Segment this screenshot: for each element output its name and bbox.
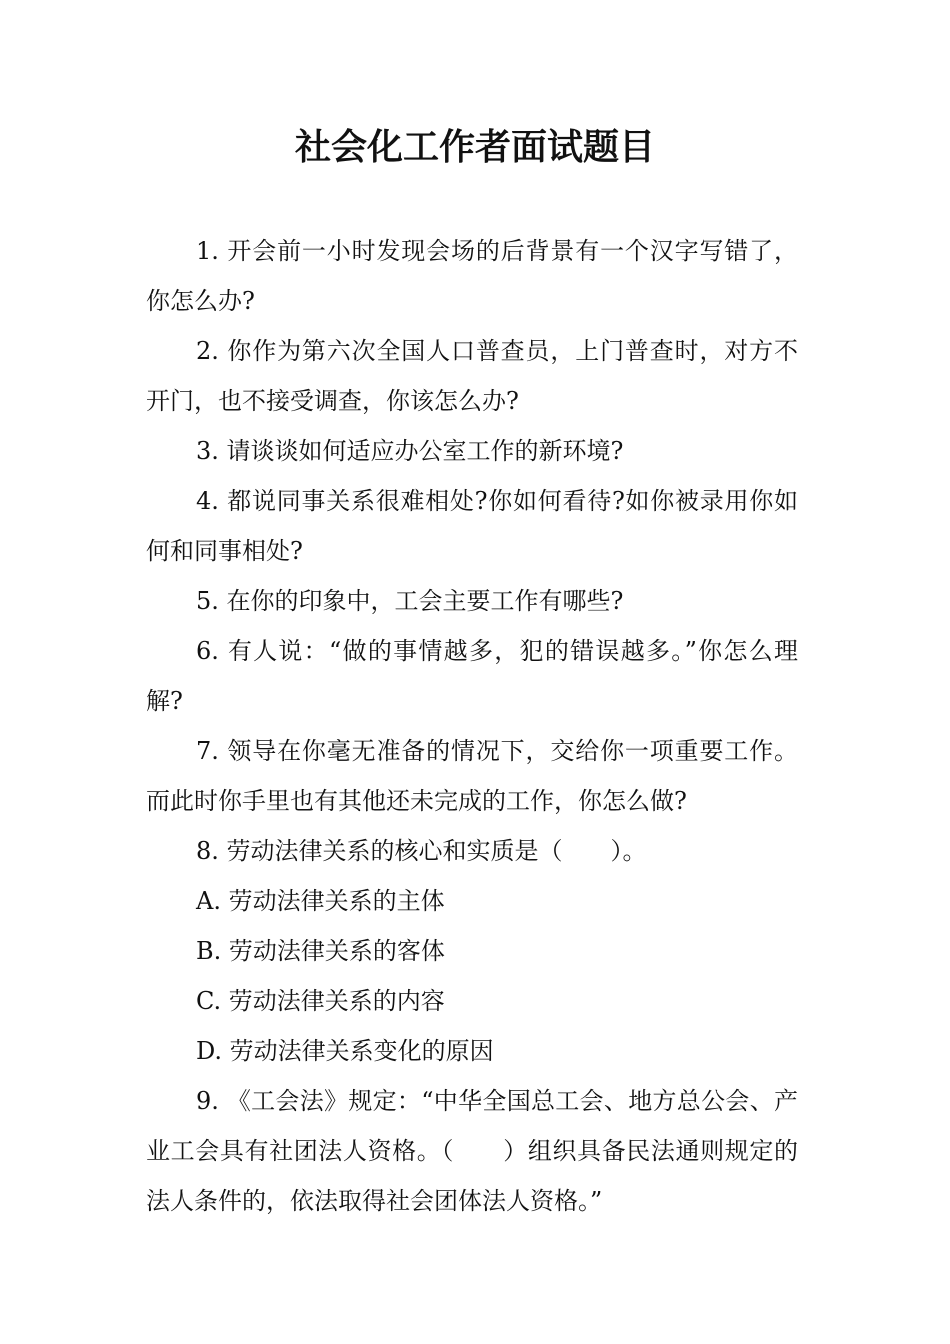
option-c: C. 劳动法律关系的内容	[196, 987, 445, 1015]
question-9: 9. 《工会法》规定：“中华全国总工会、地方总公会、产业工会具有社团法人资格。（ ）组织具备民法通则规定的法人条件的，依法取得社会团体法人资格。”	[146, 1087, 798, 1215]
option-d: D. 劳动法律关系变化的原因	[196, 1037, 494, 1065]
question-4: 4. 都说同事关系很难相处?你如何看待?如你被录用你如何和同事相处?	[146, 487, 798, 565]
question-1: 1. 开会前一小时发现会场的后背景有一个汉字写错了，你怎么办?	[146, 237, 798, 315]
question-6: 6. 有人说：“做的事情越多，犯的错误越多。”你怎么理解?	[146, 637, 798, 715]
question-5: 5. 在你的印象中，工会主要工作有哪些?	[196, 587, 624, 615]
option-b: B. 劳动法律关系的客体	[196, 937, 445, 965]
question-7: 7. 领导在你毫无准备的情况下，交给你一项重要工作。而此时你手里也有其他还未完成的工作，你怎么做?	[146, 737, 798, 815]
document-body	[146, 226, 798, 1226]
option-a: A. 劳动法律关系的主体	[196, 887, 445, 915]
question-2: 2. 你作为第六次全国人口普查员，上门普查时，对方不开门，也不接受调查，你该怎么办?	[146, 337, 798, 415]
question-8: 8. 劳动法律关系的核心和实质是（ ）。	[196, 837, 647, 865]
question-3: 3. 请谈谈如何适应办公室工作的新环境?	[196, 437, 624, 465]
document-title: 社会化工作者面试题目	[294, 127, 655, 168]
